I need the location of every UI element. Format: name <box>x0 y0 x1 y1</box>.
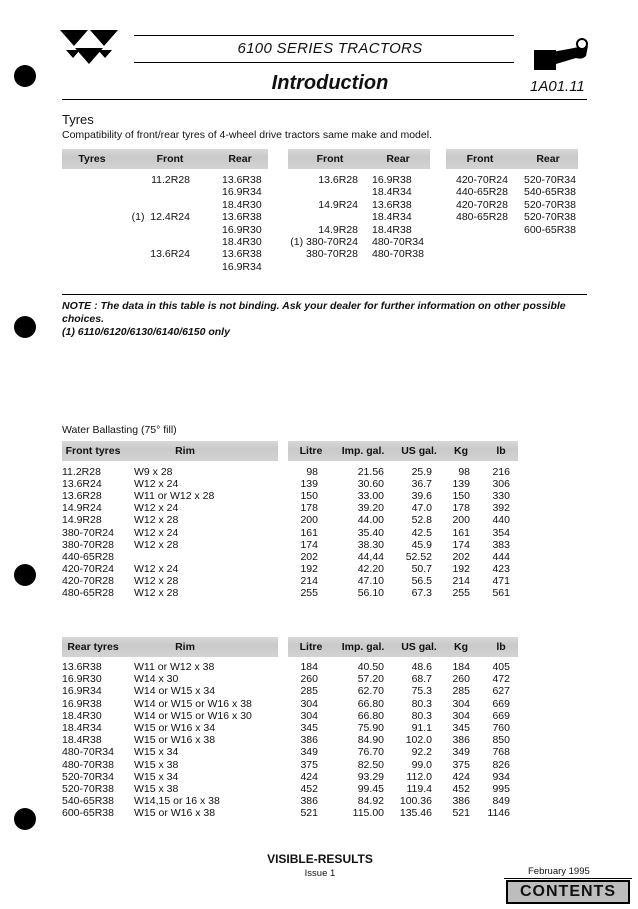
tyre-cell: 11.2R28 <box>62 466 101 478</box>
impgal-cell: 99.45 <box>357 783 384 795</box>
front-header-lb: lb <box>496 445 506 457</box>
impgal-cell: 21.56 <box>357 466 384 478</box>
impgal-cell: 38.30 <box>357 538 384 551</box>
rim-cell: W12 x 28 <box>134 587 179 599</box>
page-title: Introduction <box>271 72 389 94</box>
kg-cell: 452 <box>452 783 470 795</box>
impgal-cell: 56.10 <box>357 587 384 599</box>
impgal-cell: 35.40 <box>357 526 384 539</box>
kg-cell: 375 <box>452 758 470 771</box>
litre-cell: 174 <box>300 538 318 551</box>
tyre-cell: 420-70R28 <box>62 574 114 587</box>
kg-cell: 386 <box>452 734 470 747</box>
usgal-cell: 99.0 <box>411 758 432 771</box>
litre-cell: 200 <box>300 514 318 527</box>
usgal-cell: 47.0 <box>411 502 432 515</box>
lb-cell: 669 <box>492 697 510 710</box>
rim-cell: W9 x 28 <box>134 466 173 478</box>
kg-cell: 304 <box>452 697 470 710</box>
kg-cell: 200 <box>452 514 470 527</box>
lb-cell: 561 <box>492 587 510 599</box>
tyre-cell: 13.6R28 <box>62 490 102 503</box>
litre-cell: 260 <box>300 673 318 686</box>
lb-cell: 440 <box>492 514 510 527</box>
binder-hole <box>14 316 36 338</box>
lb-cell: 934 <box>492 770 510 783</box>
litre-cell: 349 <box>300 746 318 759</box>
litre-cell: 161 <box>300 526 318 539</box>
usgal-cell: 56.5 <box>411 574 432 587</box>
impgal-cell: 82.50 <box>357 758 384 771</box>
impgal-cell: 47.10 <box>357 574 384 587</box>
tyre-cell: 14.9R24 <box>62 502 102 515</box>
binder-hole <box>14 564 36 586</box>
usgal-cell: 67.3 <box>411 587 432 599</box>
footer-brand: VISIBLE-RESULTS <box>267 852 373 866</box>
kg-cell: 345 <box>452 722 470 734</box>
impgal-cell: 44,44 <box>357 550 384 563</box>
front-header-kg: Kg <box>454 445 468 457</box>
litre-cell: 184 <box>300 661 318 673</box>
impgal-cell: 84.92 <box>357 795 384 808</box>
band-label-front-1: Front <box>156 153 184 165</box>
lb-cell: 768 <box>492 746 510 759</box>
litre-cell: 214 <box>300 574 318 587</box>
usgal-cell: 91.1 <box>411 722 432 734</box>
kg-cell: 139 <box>452 478 470 491</box>
kg-cell: 304 <box>452 709 470 722</box>
impgal-cell: 33.00 <box>357 490 384 503</box>
lb-cell: 850 <box>492 734 510 747</box>
litre-cell: 255 <box>300 587 318 599</box>
litre-cell: 521 <box>300 807 318 820</box>
tyre-cell: 600-65R38 <box>62 807 114 820</box>
rim-cell: W11 or W12 x 28 <box>134 490 215 503</box>
tyre-cell: 520-70R38 <box>62 783 114 795</box>
tyres-group2-front: 13.6R28 14.9R24 14.9R28 (1) 380-70R24 380-70R28 <box>290 174 358 261</box>
litre-cell: 139 <box>300 478 318 491</box>
litre-cell: 424 <box>300 770 318 783</box>
usgal-cell: 80.3 <box>411 697 432 710</box>
front-header-impgal: Imp. gal. <box>341 445 385 457</box>
series-title: 6100 SERIES TRACTORS <box>237 40 423 57</box>
rim-cell: W14 or W15 or W16 x 38 <box>134 697 252 710</box>
usgal-cell: 119.4 <box>406 783 432 795</box>
usgal-cell: 48.6 <box>411 661 432 673</box>
lb-cell: 471 <box>492 574 510 587</box>
rear-header-tyres: Rear tyres <box>67 641 119 653</box>
front-header-tyres: Front tyres <box>65 445 121 457</box>
usgal-cell: 75.3 <box>411 685 432 698</box>
tyre-cell: 16.9R38 <box>62 697 102 710</box>
lb-cell: 383 <box>492 538 510 551</box>
usgal-cell: 52.8 <box>411 514 432 527</box>
band-label-rear-2: Rear <box>386 153 410 165</box>
rim-cell: W14 or W15 or W16 x 30 <box>134 709 252 722</box>
lb-cell: 1146 <box>487 807 510 820</box>
tyre-cell: 480-70R38 <box>62 758 114 771</box>
rim-cell: W14 or W15 x 34 <box>134 685 216 698</box>
rim-cell: W12 x 24 <box>134 562 179 575</box>
litre-cell: 386 <box>300 734 318 747</box>
litre-cell: 345 <box>300 722 318 734</box>
kg-cell: 424 <box>452 770 470 783</box>
tyre-cell: 18.4R38 <box>62 734 102 747</box>
lb-cell: 306 <box>492 478 510 491</box>
tyre-cell: 16.9R30 <box>62 673 102 686</box>
impgal-cell: 115.00 <box>352 807 384 820</box>
rear-header-lb: lb <box>496 641 506 653</box>
lb-cell: 627 <box>492 685 510 698</box>
band-label-front-2: Front <box>316 153 344 165</box>
rim-cell: W14,15 or 16 x 38 <box>134 795 220 808</box>
tyres-heading: Tyres <box>62 112 94 127</box>
impgal-cell: 30.60 <box>357 478 384 491</box>
footer-rule <box>504 878 632 879</box>
usgal-cell: 36.7 <box>411 478 432 491</box>
kg-cell: 178 <box>452 502 470 515</box>
kg-cell: 202 <box>452 550 470 563</box>
binder-hole <box>14 65 36 87</box>
tyre-cell: 520-70R34 <box>62 770 114 783</box>
usgal-cell: 112.0 <box>406 770 432 783</box>
lb-cell: 444 <box>492 550 510 563</box>
usgal-cell: 42.5 <box>411 526 432 539</box>
usgal-cell: 80.3 <box>411 709 432 722</box>
rim-cell: W12 x 28 <box>134 538 179 551</box>
litre-cell: 202 <box>300 550 318 563</box>
tyre-cell: 440-65R28 <box>62 550 114 563</box>
impgal-cell: 42.20 <box>357 562 384 575</box>
kg-cell: 386 <box>452 795 470 808</box>
impgal-cell: 93.29 <box>357 770 384 783</box>
kg-cell: 174 <box>452 538 470 551</box>
contents-button[interactable]: CONTENTS <box>506 880 630 904</box>
litre-cell: 192 <box>300 562 318 575</box>
impgal-cell: 39.20 <box>357 502 384 515</box>
rim-cell: W14 x 30 <box>134 673 179 686</box>
tyres-group1-rear: 13.6R38 16.9R34 18.4R30 13.6R38 16.9R30 18.4R30 13.6R38 16.9R34 <box>222 174 262 273</box>
impgal-cell: 66.80 <box>357 697 384 710</box>
usgal-cell: 25.9 <box>411 466 432 478</box>
usgal-cell: 135.46 <box>399 807 432 820</box>
impgal-cell: 62.70 <box>357 685 384 698</box>
litre-cell: 452 <box>300 783 318 795</box>
header-rule-middle <box>134 62 514 63</box>
kg-cell: 214 <box>452 574 470 587</box>
tyre-cell: 16.9R34 <box>62 685 102 698</box>
lb-cell: 849 <box>492 795 510 808</box>
usgal-cell: 92.2 <box>411 746 432 759</box>
rim-cell: W15 x 38 <box>134 783 179 795</box>
tyre-cell: 480-65R28 <box>62 587 114 599</box>
tyre-cell: 13.6R38 <box>62 661 102 673</box>
tyre-cell: 420-70R24 <box>62 562 114 575</box>
rim-cell: W12 x 24 <box>134 478 179 491</box>
rim-cell: W15 x 34 <box>134 746 179 759</box>
band-label-front-3: Front <box>466 153 494 165</box>
tyre-cell: 13.6R24 <box>62 478 102 491</box>
litre-cell: 304 <box>300 709 318 722</box>
note-text: NOTE : The data in this table is not binding. Ask your dealer for further information on other possible choices. <box>62 300 566 325</box>
impgal-cell: 76.70 <box>357 746 384 759</box>
rear-header-usgal: US gal. <box>401 641 437 653</box>
footer-issue: Issue 1 <box>304 868 336 879</box>
kg-cell: 150 <box>452 490 470 503</box>
usgal-cell: 50.7 <box>411 562 432 575</box>
usgal-cell: 68.7 <box>411 673 432 686</box>
rear-header-impgal: Imp. gal. <box>341 641 385 653</box>
lb-cell: 826 <box>492 758 510 771</box>
lb-cell: 669 <box>492 709 510 722</box>
note-rule <box>62 294 587 295</box>
lb-cell: 330 <box>492 490 510 503</box>
front-header-usgal: US gal. <box>401 445 437 457</box>
tyre-cell: 18.4R34 <box>62 722 102 734</box>
tyre-cell: 480-70R34 <box>62 746 114 759</box>
band-label-rear-3: Rear <box>536 153 560 165</box>
footer-date: February 1995 <box>528 866 590 877</box>
impgal-cell: 40.50 <box>357 661 384 673</box>
lb-cell: 405 <box>492 661 510 673</box>
impgal-cell: 84.90 <box>357 734 384 747</box>
tyre-cell: 380-70R24 <box>62 526 114 539</box>
litre-cell: 304 <box>300 697 318 710</box>
impgal-cell: 75.90 <box>357 722 384 734</box>
litre-cell: 98 <box>306 466 318 478</box>
usgal-cell: 102.0 <box>405 734 432 747</box>
rear-header-kg: Kg <box>454 641 468 653</box>
band-label-rear-1: Rear <box>228 153 252 165</box>
lb-cell: 216 <box>492 466 510 478</box>
kg-cell: 98 <box>458 466 470 478</box>
spanner-hand-icon <box>532 36 590 79</box>
rear-header-rim: Rim <box>175 641 195 653</box>
rim-cell: W12 x 28 <box>134 514 179 527</box>
kg-cell: 161 <box>452 526 470 539</box>
impgal-cell: 44.00 <box>357 514 384 527</box>
rim-cell: W15 x 38 <box>134 758 179 771</box>
rim-cell: W12 x 24 <box>134 502 179 515</box>
rim-cell: W11 or W12 x 38 <box>134 661 215 673</box>
lb-cell: 392 <box>492 502 510 515</box>
tyres-group3-rear: 520-70R34 540-65R38 520-70R38 520-70R38 600-65R38 <box>524 174 576 236</box>
litre-cell: 178 <box>300 502 318 515</box>
litre-cell: 386 <box>300 795 318 808</box>
tyre-cell: 18.4R30 <box>62 709 102 722</box>
lb-cell: 995 <box>492 783 510 795</box>
usgal-cell: 100.36 <box>399 795 432 808</box>
tyres-group2-rear: 16.9R38 18.4R34 13.6R38 18.4R34 18.4R38 480-70R34 480-70R38 <box>372 174 424 261</box>
rim-cell: W15 x 34 <box>134 770 179 783</box>
kg-cell: 260 <box>452 673 470 686</box>
litre-cell: 375 <box>300 758 318 771</box>
rim-cell: W15 or W16 x 38 <box>134 807 216 820</box>
note-footnote: (1) 6110/6120/6130/6140/6150 only <box>62 326 230 338</box>
impgal-cell: 57.20 <box>357 673 384 686</box>
tyres-subheading: Compatibility of front/rear tyres of 4-wheel drive tractors same make and model. <box>62 129 432 141</box>
lb-cell: 760 <box>492 722 510 734</box>
page-code: 1A01.11 <box>530 78 585 95</box>
litre-cell: 150 <box>300 490 318 503</box>
rim-cell: W12 x 28 <box>134 574 179 587</box>
tyre-cell: 540-65R38 <box>62 795 114 808</box>
header-rule-bottom <box>62 99 587 100</box>
rim-cell: W15 or W16 x 38 <box>134 734 216 747</box>
usgal-cell: 45.9 <box>411 538 432 551</box>
kg-cell: 192 <box>452 562 470 575</box>
tyre-cell: 380-70R28 <box>62 538 114 551</box>
tyres-group1-front: 11.2R28 (1) 12.4R24 13.6R24 <box>131 174 190 261</box>
rear-header-litre: Litre <box>299 641 323 653</box>
usgal-cell: 52.52 <box>405 550 432 563</box>
tyres-note <box>62 300 587 339</box>
tyre-cell: 14.9R28 <box>62 514 102 527</box>
band-label-tyres: Tyres <box>78 153 106 165</box>
header-rule-top <box>134 35 514 36</box>
impgal-cell: 66.80 <box>357 709 384 722</box>
water-ballasting-title: Water Ballasting (75° fill) <box>62 424 177 436</box>
lb-cell: 472 <box>492 673 510 686</box>
massey-ferguson-logo-icon <box>58 28 120 77</box>
front-header-rim: Rim <box>175 445 195 457</box>
lb-cell: 354 <box>492 526 510 539</box>
kg-cell: 184 <box>452 661 470 673</box>
binder-hole <box>14 808 36 830</box>
lb-cell: 423 <box>492 562 510 575</box>
kg-cell: 285 <box>452 685 470 698</box>
kg-cell: 349 <box>452 746 470 759</box>
rim-cell: W12 x 24 <box>134 526 179 539</box>
litre-cell: 285 <box>300 685 318 698</box>
usgal-cell: 39.6 <box>411 490 432 503</box>
rim-cell: W15 or W16 x 34 <box>134 722 216 734</box>
kg-cell: 521 <box>452 807 470 820</box>
front-header-litre: Litre <box>299 445 323 457</box>
tyres-group3-front: 420-70R24 440-65R28 420-70R28 480-65R28 <box>456 174 508 224</box>
kg-cell: 255 <box>452 587 470 599</box>
